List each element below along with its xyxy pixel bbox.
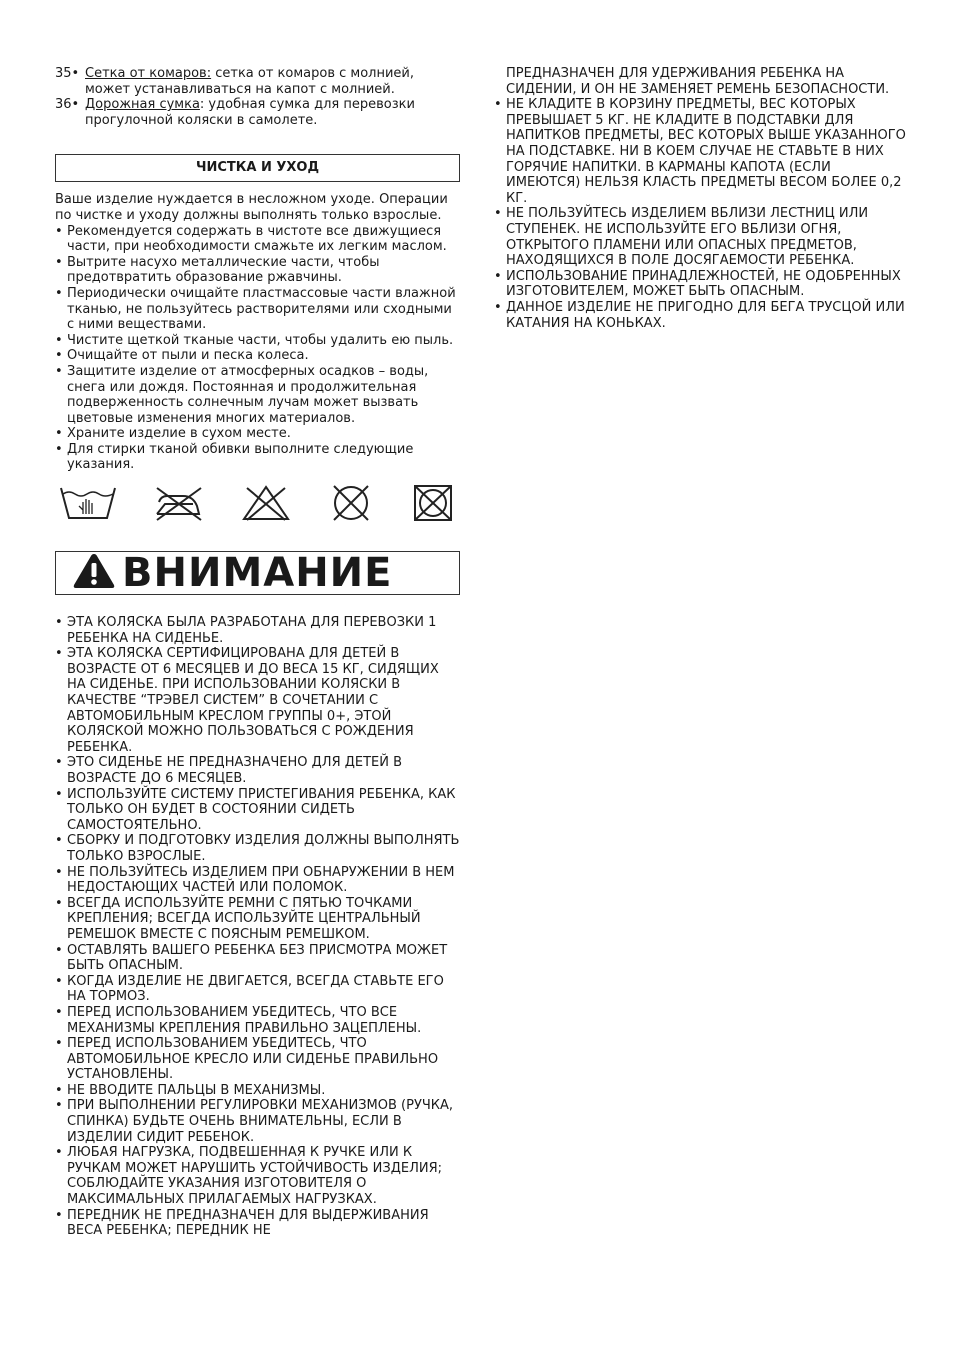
care-list	[55, 224, 460, 474]
list-item: • ПЕРЕДНИК НЕ ПРЕДНАЗНАЧЕН ДЛЯ ВЫДЕРЖИВАНИЯ ВЕСА РЕБЕНКА; ПЕРЕДНИК НЕ	[55, 1208, 460, 1239]
accessory-name: Сетка от комаров:	[85, 66, 212, 81]
list-item: • ИСПОЛЬЗУЙТЕ СИСТЕМУ ПРИСТЕГИВАНИЯ РЕБЕНКА, КАК ТОЛЬКО ОН БУДЕТ В СОСТОЯНИИ СИДЕТЬ САМОСТОЯТЕЛЬНО.	[55, 787, 460, 834]
list-item: • ДАННОЕ ИЗДЕЛИЕ НЕ ПРИГОДНО ДЛЯ БЕГА ТРУСЦОЙ ИЛИ КАТАНИЯ НА КОНЬКАХ.	[494, 300, 906, 331]
list-item: • ИСПОЛЬЗОВАНИЕ ПРИНАДЛЕЖНОСТЕЙ, НЕ ОДОБРЕННЫХ ИЗГОТОВИТЕЛЕМ, МОЖЕТ БЫТЬ ОПАСНЫМ.	[494, 269, 906, 300]
accessory-item	[55, 66, 460, 97]
list-item: • Вытрите насухо металлические части, чтобы предотвратить образование ржавчины.	[55, 255, 460, 286]
list-item: • ПЕРЕД ИСПОЛЬЗОВАНИЕМ УБЕДИТЕСЬ, ЧТО АВТОМОБИЛЬНОЕ КРЕСЛО ИЛИ СИДЕНЬЕ ПРАВИЛЬНО УСТАНОВЛЕНЫ.	[55, 1036, 460, 1083]
list-item: • ПРИ ВЫПОЛНЕНИИ РЕГУЛИРОВКИ МЕХАНИЗМОВ (РУЧКА, СПИНКА) БУДЬТЕ ОЧЕНЬ ВНИМАТЕЛЬНЫ, ЕСЛИ В ИЗДЕЛИИ СИДИТ РЕБЕНОК.	[55, 1098, 460, 1145]
hand-wash-icon	[59, 484, 117, 522]
warning-title: ВНИМАНИЕ	[122, 550, 393, 597]
list-item: • Для стирки тканой обивки выполните следующие указания.	[55, 442, 460, 473]
list-item: • СБОРКУ И ПОДГОТОВКУ ИЗДЕЛИЯ ДОЛЖНЫ ВЫПОЛНЯТЬ ТОЛЬКО ВЗРОСЛЫЕ.	[55, 833, 460, 864]
no-tumble-dry-icon	[412, 483, 454, 523]
list-item: • ЛЮБАЯ НАГРУЗКА, ПОДВЕШЕННАЯ К РУЧКЕ ИЛИ К РУЧКАМ МОЖЕТ НАРУШИТЬ УСТОЙЧИВОСТЬ ИЗДЕЛИЯ; СОБЛЮДАЙТЕ УКАЗАНИЯ ИЗГОТОВИТЕЛЯ О МАКСИМАЛЬНЫХ ПРИЛАГАЕМЫХ НАГРУЗКАХ.	[55, 1145, 460, 1207]
list-item: • ЭТО СИДЕНЬЕ НЕ ПРЕДНАЗНАЧЕНО ДЛЯ ДЕТЕЙ В ВОЗРАСТЕ ДО 6 МЕСЯЦЕВ.	[55, 755, 460, 786]
list-item: • ЭТА КОЛЯСКА БЫЛА РАЗРАБОТАНА ДЛЯ ПЕРЕВОЗКИ 1 РЕБЕНКА НА СИДЕНЬЕ.	[55, 615, 460, 646]
list-item: • ПЕРЕД ИСПОЛЬЗОВАНИЕМ УБЕДИТЕСЬ, ЧТО ВСЕ МЕХАНИЗМЫ КРЕПЛЕНИЯ ПРАВИЛЬНО ЗАЦЕПЛЕНЫ.	[55, 1005, 460, 1036]
care-intro: Ваше изделие нуждается в несложном уходе. Операции по чистке и уходу должны выполнять только взрослые.	[55, 192, 448, 223]
list-item: • ВСЕГДА ИСПОЛЬЗУЙТЕ РЕМНИ С ПЯТЬЮ ТОЧКАМИ КРЕПЛЕНИЯ; ВСЕГДА ИСПОЛЬЗУЙТЕ ЦЕНТРАЛЬНЫЙ РЕМЕШОК ВМЕСТЕ С ПОЯСНЫМ РЕМЕШКОМ.	[55, 896, 460, 943]
item-number: 36•	[55, 97, 80, 113]
accessory-list	[55, 66, 460, 128]
warning-header	[55, 551, 460, 595]
list-item: • Храните изделие в сухом месте.	[55, 426, 460, 442]
list-item: • ОСТАВЛЯТЬ ВАШЕГО РЕБЕНКА БЕЗ ПРИСМОТРА МОЖЕТ БЫТЬ ОПАСНЫМ.	[55, 943, 460, 974]
list-item: • Очищайте от пыли и песка колеса.	[55, 348, 460, 364]
accessory-name: Дорожная сумка	[85, 97, 200, 113]
care-symbols	[55, 483, 460, 523]
no-bleach-icon	[241, 484, 291, 522]
item-number: 35•	[55, 66, 80, 81]
accessory-item	[55, 97, 460, 128]
accessory-text: : удобная сумка для перевозки прогулочной коляски в самолете.	[85, 97, 415, 128]
list-item: • Чистите щеткой тканые части, чтобы удалить ею пыль.	[55, 333, 460, 349]
list-item: • ЭТА КОЛЯСКА СЕРТИФИЦИРОВАНА ДЛЯ ДЕТЕЙ В ВОЗРАСТЕ ОТ 6 МЕСЯЦЕВ И ДО ВЕСА 15 КГ, СИДЯЩИХ НА СИДЕНЬЕ. ПРИ ИСПОЛЬЗОВАНИИ КОЛЯСКИ В КАЧЕСТВЕ “ТРЭВЕЛ СИСТЕМ” В СОЧЕТАНИИ С АВТОМОБИЛЬНЫМ КРЕСЛОМ ГРУППЫ 0+, ЭТОЙ КОЛЯСКОЙ МОЖНО ПОЛЬЗОВАТЬСЯ С РОЖДЕНИЯ РЕБЕНКА.	[55, 646, 460, 755]
warning-triangle-icon	[72, 552, 116, 595]
list-item: • Рекомендуется содержать в чистоте все движущиеся части, при необходимости смажьте их легким маслом.	[55, 224, 460, 255]
list-item: • Защитите изделие от атмосферных осадков – воды, снега или дождя. Постоянная и продолжительная подверженность солнечным лучам может вызвать цветовые изменения многих материалов.	[55, 364, 460, 426]
list-item: • Периодически очищайте пластмассовые части влажной тканью, не пользуйтесь растворителями или сходными с ними веществами.	[55, 286, 460, 333]
right-column	[494, 66, 906, 331]
left-column	[55, 66, 460, 1239]
warning-continuation: ПРЕДНАЗНАЧЕН ДЛЯ УДЕРЖИВАНИЯ РЕБЕНКА НА СИДЕНИИ, И ОН НЕ ЗАМЕНЯЕТ РЕМЕНЬ БЕЗОПАСНОСТИ.	[506, 66, 890, 97]
list-item: • КОГДА ИЗДЕЛИЕ НЕ ДВИГАЕТСЯ, ВСЕГДА СТАВЬТЕ ЕГО НА ТОРМОЗ.	[55, 974, 460, 1005]
list-item: • НЕ КЛАДИТЕ В КОРЗИНУ ПРЕДМЕТЫ, ВЕС КОТОРЫХ ПРЕВЫШАЕТ 5 КГ. НЕ КЛАДИТЕ В ПОДСТАВКИ ДЛЯ НАПИТКОВ ПРЕДМЕТЫ, ВЕС КОТОРЫХ ВЫШЕ УКАЗАННОГО НА ПОДСТАВКЕ. НИ В КОЕМ СЛУЧАЕ НЕ СТАВЬТЕ В НИХ ГОРЯЧИЕ НАПИТКИ. В КАРМАНЫ КАПОТА (ЕСЛИ ИМЕЮТСЯ) НЕЛЬЗЯ КЛАСТЬ ПРЕДМЕТЫ ВЕСОМ БОЛЕЕ 0,2 КГ.	[494, 97, 906, 206]
list-item: • НЕ ВВОДИТЕ ПАЛЬЦЫ В МЕХАНИЗМЫ.	[55, 1083, 460, 1099]
warning-list-continued	[494, 97, 906, 331]
list-item: • НЕ ПОЛЬЗУЙТЕСЬ ИЗДЕЛИЕМ ПРИ ОБНАРУЖЕНИИ В НЕМ НЕДОСТАЮЩИХ ЧАСТЕЙ ИЛИ ПОЛОМОК.	[55, 865, 460, 896]
warning-list	[55, 615, 460, 1239]
no-dry-clean-icon	[326, 483, 376, 523]
no-iron-icon	[153, 484, 205, 522]
accessory-text: сетка от комаров с молнией, может устанавливаться на капот с молнией.	[85, 66, 415, 97]
list-item: • НЕ ПОЛЬЗУЙТЕСЬ ИЗДЕЛИЕМ ВБЛИЗИ ЛЕСТНИЦ ИЛИ СТУПЕНЕК. НЕ ИСПОЛЬЗУЙТЕ ЕГО ВБЛИЗИ ОГНЯ, ОТКРЫТОГО ПЛАМЕНИ ИЛИ ОПАСНЫХ ПРЕДМЕТОВ, НАХОДЯЩИХСЯ В ПОЛЕ ДОСЯГАЕМОСТИ РЕБЕНКА.	[494, 206, 906, 268]
care-section-title: ЧИСТКА И УХОД	[55, 154, 460, 182]
